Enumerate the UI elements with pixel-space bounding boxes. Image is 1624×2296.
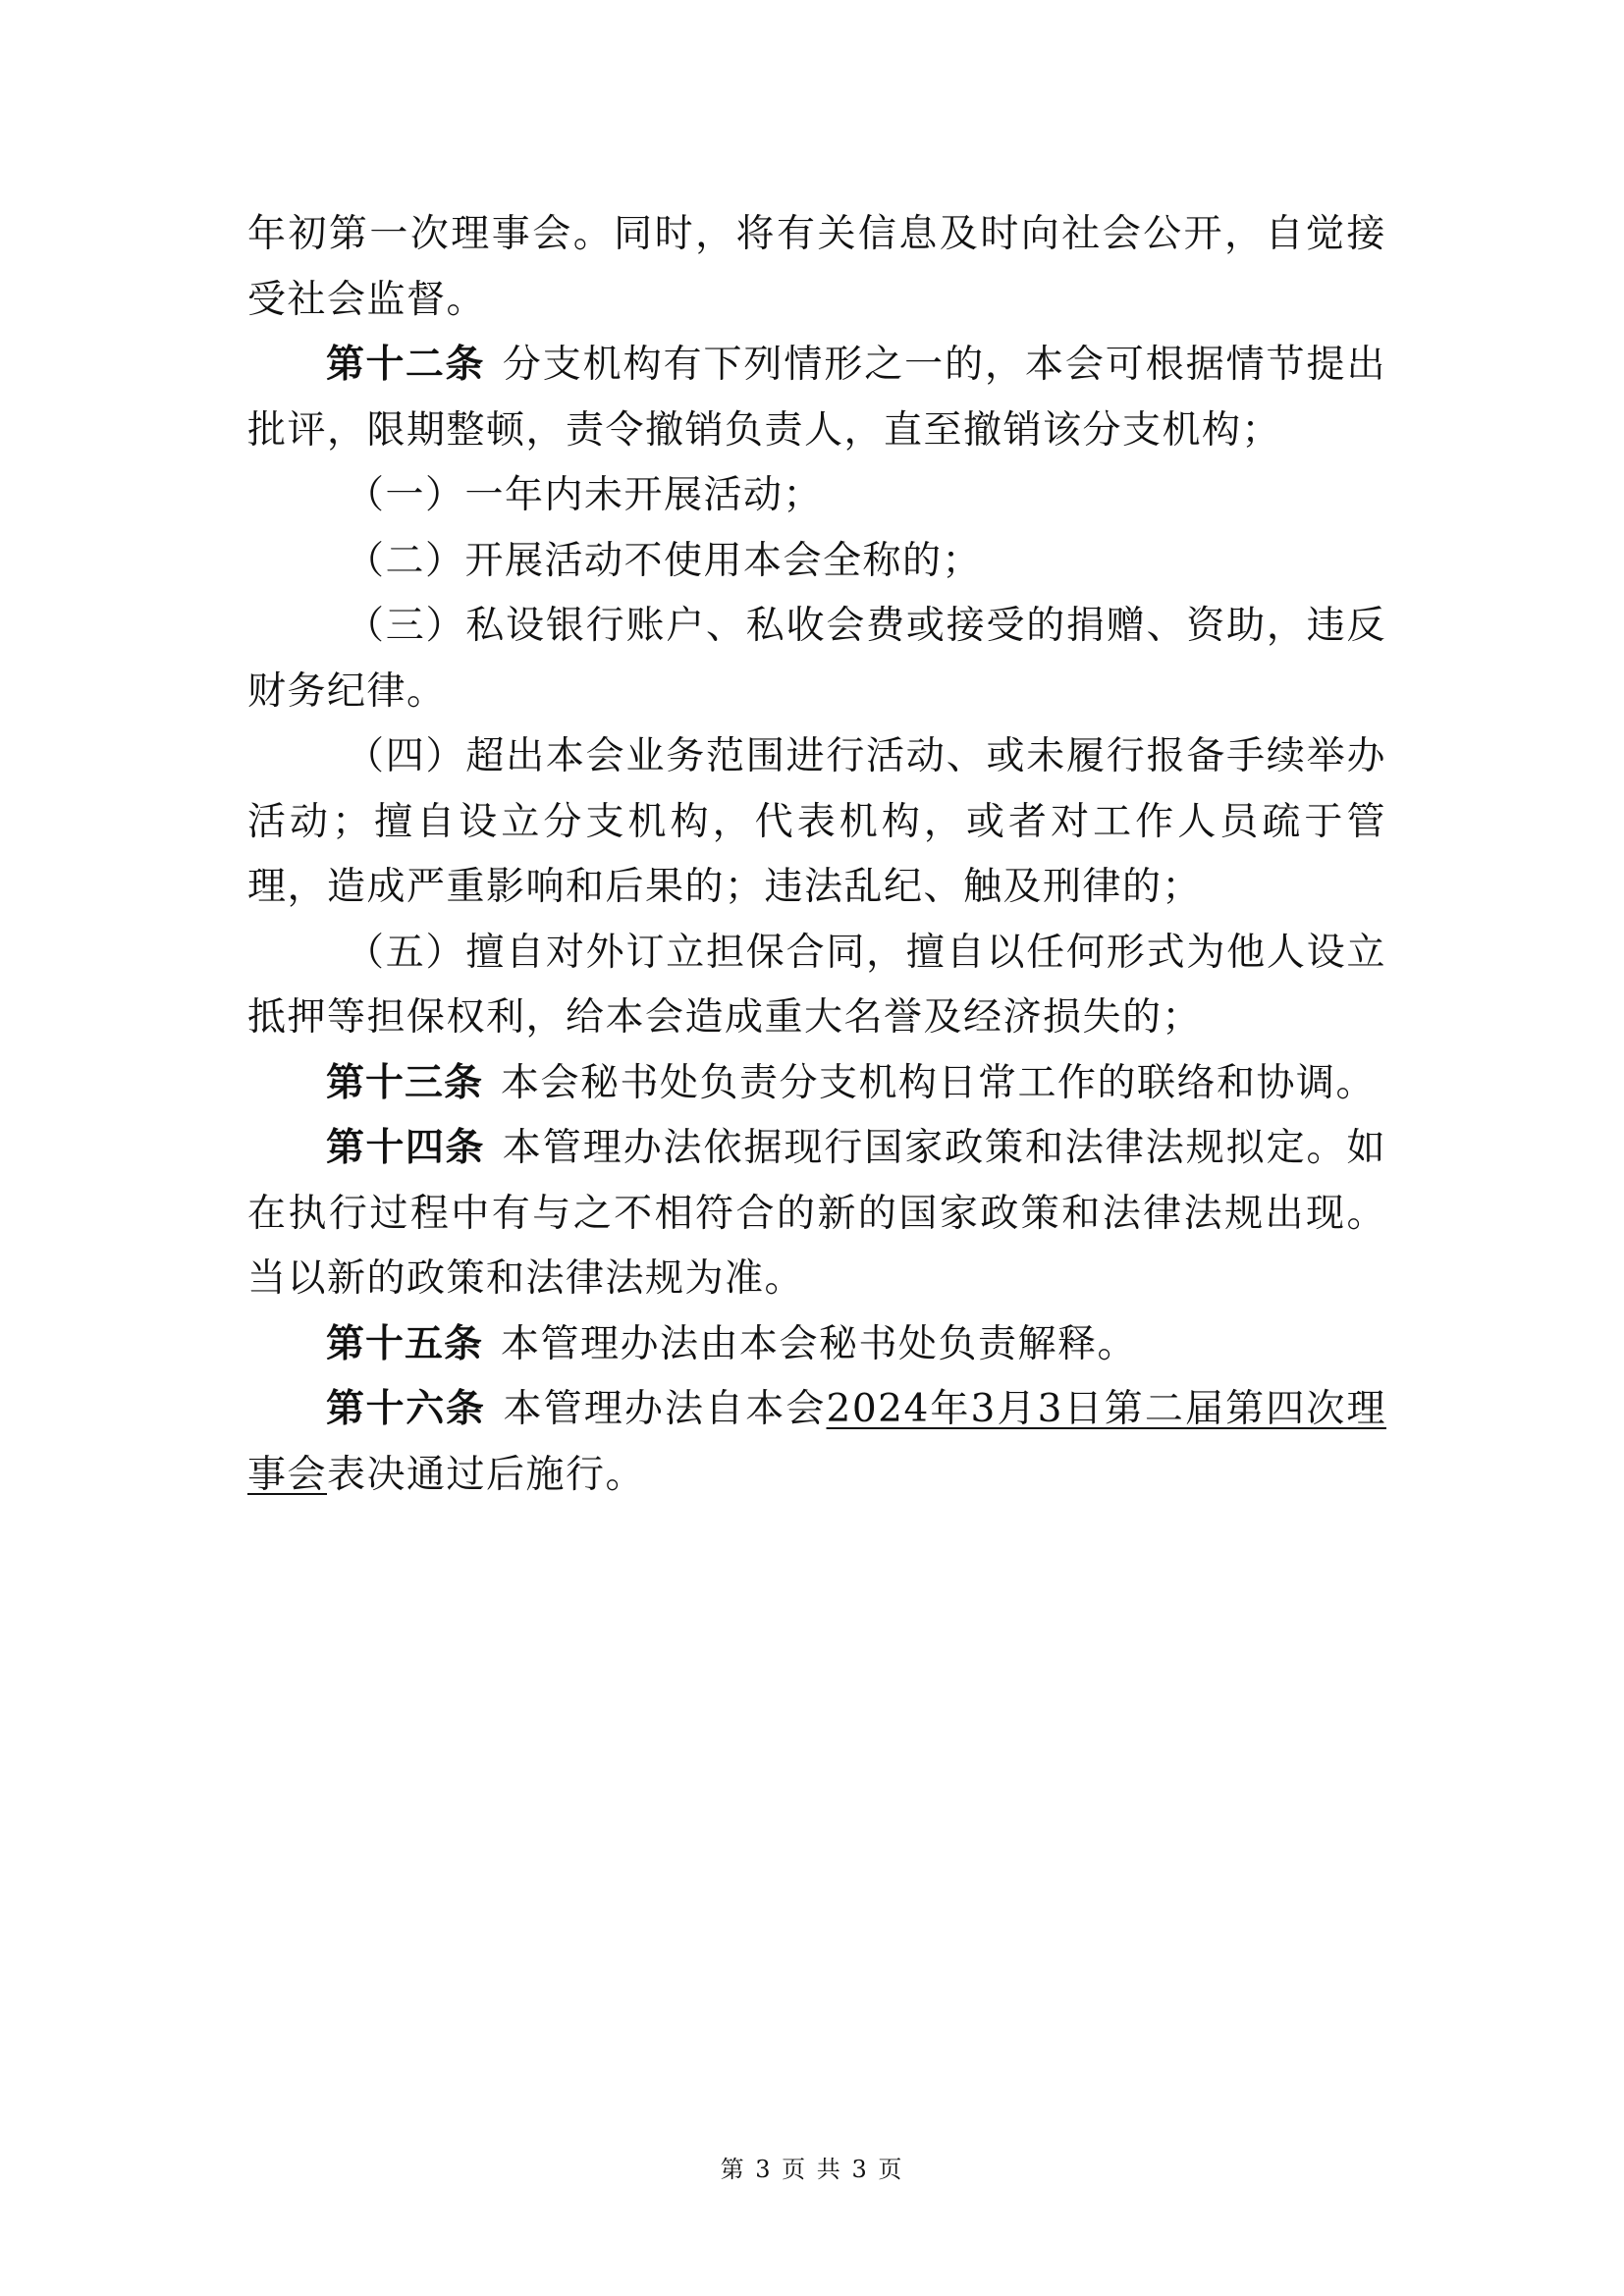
- article-13-text: 本会秘书处负责分支机构日常工作的联络和协调。: [501, 1060, 1377, 1105]
- article-16: [247, 1377, 1386, 1508]
- article-12-item-1: [247, 463, 1386, 529]
- document-body: [247, 202, 1386, 1508]
- list-item: （四）超出本会业务范围进行活动、或未履行报备手续举办活动；擅自设立分支机构，代表机构，或者对工作人员疏于管理，造成严重影响和后果的；违法乱纪、触及刑律的；: [247, 734, 1386, 909]
- article-12: [247, 333, 1386, 463]
- list-item: （二）开展活动不使用本会全称的；: [346, 538, 983, 583]
- article-16-text-after: 表决通过后施行。: [327, 1452, 646, 1497]
- article-12-item-5: [247, 921, 1386, 1051]
- article-14-heading: 第十四条: [326, 1126, 485, 1170]
- article-12-text: 分支机构有下列情形之一的，本会可根据情节提出批评，限期整顿，责令撤销负责人，直至撤销该分支机构；: [247, 343, 1386, 453]
- list-item: （五）擅自对外订立担保合同，擅自以任何形式为他人设立抵押等担保权利，给本会造成重大名誉及经济损失的；: [247, 930, 1386, 1040]
- list-item: （三）私设银行账户、私收会费或接受的捐赠、资助，违反财务纪律。: [247, 604, 1386, 714]
- article-16-underlined-date: 2024年3月3日第二届第四次理事会: [247, 1387, 1386, 1497]
- article-16-text-before: 本管理办法自本会: [503, 1387, 827, 1431]
- article-13-heading: 第十三条: [326, 1060, 484, 1105]
- article-15-text: 本管理办法由本会秘书处负责解释。: [501, 1321, 1138, 1366]
- list-item: （一）一年内未开展活动；: [346, 473, 824, 517]
- paragraph-text: 年初第一次理事会。同时，将有关信息及时向社会公开，自觉接受社会监督。: [247, 212, 1386, 322]
- article-16-heading: 第十六条: [326, 1387, 486, 1431]
- article-12-item-4: [247, 724, 1386, 921]
- article-13: [247, 1051, 1386, 1117]
- article-15: [247, 1312, 1386, 1378]
- paragraph-continued: [247, 202, 1386, 333]
- page-number-footer: 第 3 页 共 3 页: [720, 2156, 904, 2183]
- article-14: [247, 1116, 1386, 1312]
- article-14-text: 本管理办法依据现行国家政策和法律法规拟定。如在执行过程中有与之不相符合的新的国家政策和法律法规出现。当以新的政策和法律法规为准。: [247, 1126, 1386, 1301]
- article-12-item-3: [247, 594, 1386, 724]
- article-12-item-2: [247, 529, 1386, 595]
- article-15-heading: 第十五条: [326, 1321, 484, 1366]
- article-12-heading: 第十二条: [326, 343, 485, 387]
